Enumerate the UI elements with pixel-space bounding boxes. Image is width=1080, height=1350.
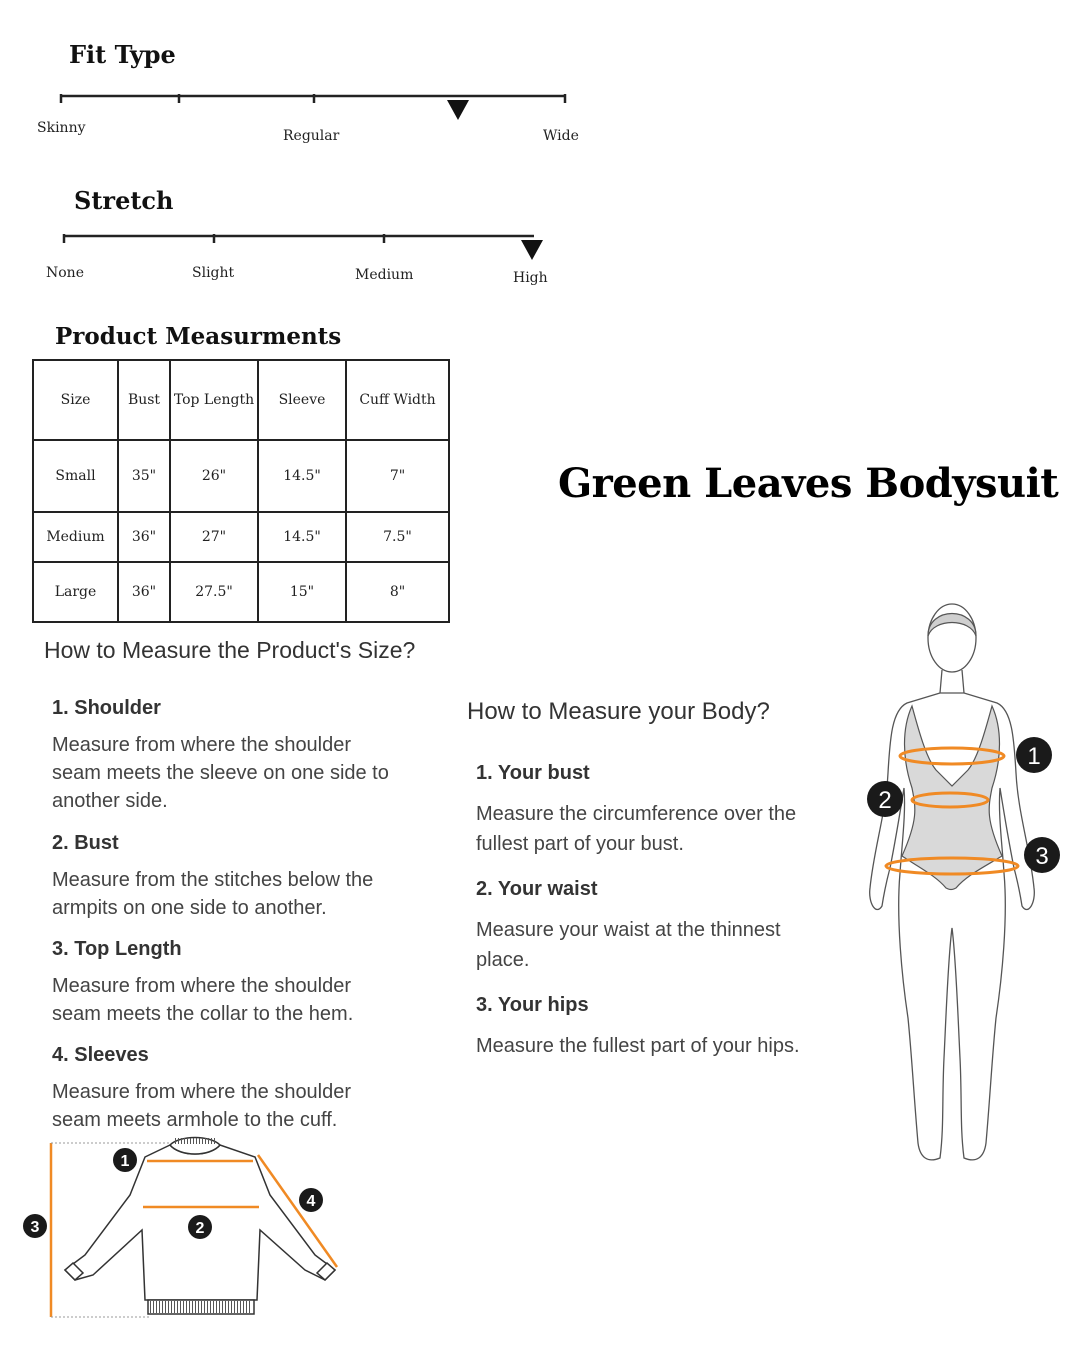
header-size: Size (33, 360, 118, 440)
bust-desc (52, 866, 373, 922)
fit-type-scale (55, 88, 575, 128)
top-length-desc (52, 972, 353, 1028)
body-figure-illustration (862, 598, 1067, 1173)
body-guide-title: How to Measure your Body? (467, 698, 770, 725)
header-sleeve: Sleeve (258, 360, 346, 440)
body-marker-2-icon (867, 781, 903, 817)
body-marker-1-icon (1016, 737, 1052, 773)
desc-line: Measure from the stitches below the (52, 869, 374, 891)
shoulder-desc (52, 731, 389, 815)
fit-label-wide: Wide (543, 128, 579, 144)
measurements-title: Product Measurments (55, 323, 342, 350)
cell-sleeve: 14.5" (258, 440, 346, 512)
marker-3-icon (23, 1214, 47, 1238)
desc-line: fullest part of your bust. (476, 833, 684, 855)
fit-type-title: Fit Type (69, 40, 176, 69)
svg-text:3: 3 (1035, 843, 1049, 870)
your-bust-title: 1. Your bust (476, 762, 590, 784)
desc-line: Measure from where the shoulder (52, 734, 352, 756)
your-hips-desc (476, 1031, 800, 1061)
svg-text:1: 1 (1027, 743, 1041, 770)
header-bust: Bust (118, 360, 170, 440)
svg-text:1: 1 (120, 1153, 130, 1170)
sleeves-title: 4. Sleeves (52, 1044, 149, 1066)
product-title: Green Leaves Bodysuit (558, 460, 1059, 507)
cell-size: Small (33, 440, 118, 512)
cell-bust: 36" (118, 512, 170, 562)
stretch-title: Stretch (74, 186, 174, 215)
marker-4-icon (299, 1188, 323, 1212)
cell-sleeve: 14.5" (258, 512, 346, 562)
table-row (33, 512, 449, 562)
measurements-table (32, 359, 450, 623)
desc-line: seam meets the sleeve on one side to (52, 762, 389, 784)
top-length-title: 3. Top Length (52, 938, 182, 960)
header-cuff-width: Cuff Width (346, 360, 449, 440)
fit-type-indicator-icon (447, 100, 469, 120)
sleeves-desc (52, 1078, 351, 1134)
stretch-scale (58, 228, 558, 268)
product-guide-title: How to Measure the Product's Size? (44, 637, 416, 663)
fit-label-regular: Regular (283, 128, 340, 144)
sweater-illustration (15, 1135, 355, 1325)
cell-top-length: 26" (170, 440, 258, 512)
cell-sleeve: 15" (258, 562, 346, 622)
stretch-label-medium: Medium (355, 267, 414, 283)
svg-text:4: 4 (306, 1193, 316, 1210)
desc-line: place. (476, 949, 530, 971)
bust-title: 2. Bust (52, 832, 119, 854)
your-bust-desc (476, 799, 796, 859)
svg-text:2: 2 (195, 1220, 205, 1237)
cell-top-length: 27.5" (170, 562, 258, 622)
your-waist-title: 2. Your waist (476, 878, 598, 900)
table-row (33, 562, 449, 622)
desc-line: Measure the circumference over the (476, 803, 797, 825)
table-row (33, 440, 449, 512)
cell-cuff-width: 8" (346, 562, 449, 622)
desc-line: Measure from where the shoulder (52, 1081, 352, 1103)
svg-text:2: 2 (878, 787, 892, 814)
table-header-row (33, 360, 449, 440)
stretch-label-slight: Slight (192, 265, 235, 281)
desc-line: seam meets armhole to the cuff. (52, 1109, 338, 1131)
stretch-indicator-icon (521, 240, 543, 260)
fit-label-skinny: Skinny (37, 120, 86, 136)
your-hips-title: 3. Your hips (476, 994, 589, 1016)
cell-bust: 35" (118, 440, 170, 512)
shoulder-title: 1. Shoulder (52, 697, 161, 719)
cell-size: Large (33, 562, 118, 622)
marker-2-icon (188, 1215, 212, 1239)
svg-text:3: 3 (30, 1219, 40, 1236)
cell-top-length: 27" (170, 512, 258, 562)
desc-line: another side. (52, 790, 168, 812)
your-waist-desc (476, 915, 781, 975)
header-top-length: Top Length (170, 360, 258, 440)
desc-line: Measure from where the shoulder (52, 975, 352, 997)
desc-line: Measure the fullest part of your hips. (476, 1035, 800, 1057)
desc-line: seam meets the collar to the hem. (52, 1003, 354, 1025)
stretch-label-high: High (513, 270, 548, 286)
stretch-label-none: None (46, 265, 84, 281)
marker-1-icon (113, 1148, 137, 1172)
cell-bust: 36" (118, 562, 170, 622)
body-marker-3-icon (1024, 837, 1060, 873)
desc-line: Measure your waist at the thinnest (476, 919, 781, 941)
desc-line: armpits on one side to another. (52, 897, 327, 919)
cell-cuff-width: 7" (346, 440, 449, 512)
cell-size: Medium (33, 512, 118, 562)
cell-cuff-width: 7.5" (346, 512, 449, 562)
